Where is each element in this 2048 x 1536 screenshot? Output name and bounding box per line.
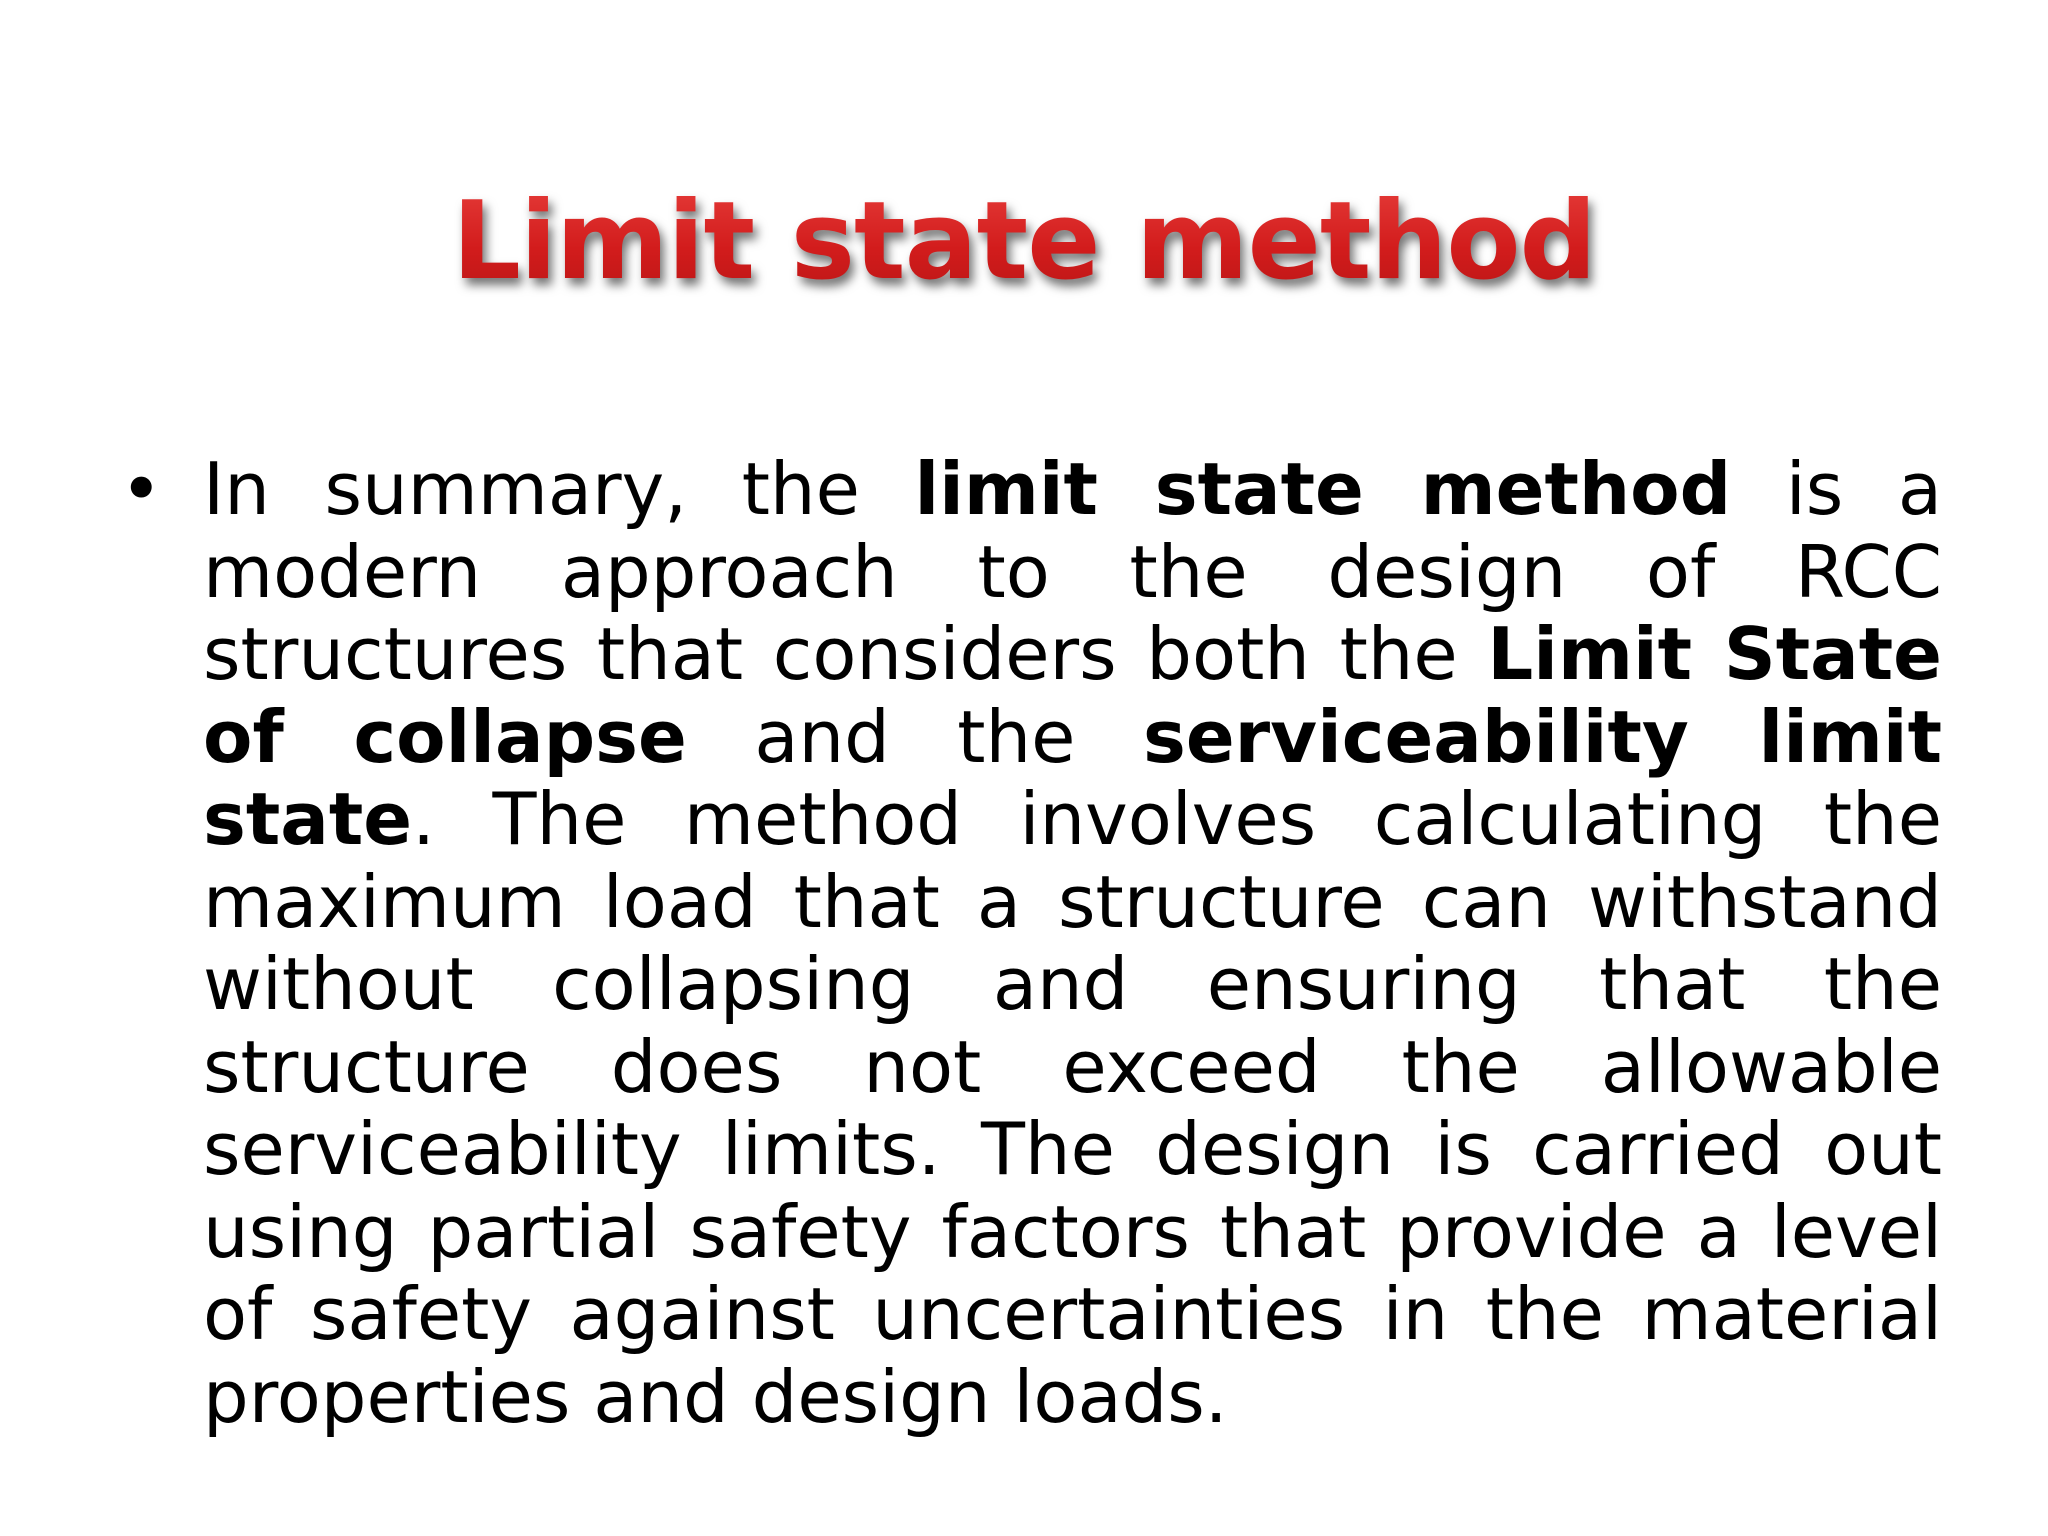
paragraph-text-2: is a modern approach to the design of RCC structures that considers both the <box>203 447 1942 696</box>
bullet-icon: • <box>120 447 163 531</box>
paragraph-text-1: In summary, the <box>203 447 915 531</box>
term-limit-state-of-collapse: Limit State of collapse <box>203 612 1943 779</box>
paragraph-text-4: . The method involves calculating the maximum load that a structure can withstand without collapsing and ensuring that the structure does not exceed the allowable serviceability limits. The design is carried out using partial safety factors that provide a level of safety against uncertainties in the material properties and design loads. <box>203 777 1942 1439</box>
paragraph-text-3: and the <box>686 694 1143 779</box>
bullet-list <box>120 448 1942 1438</box>
term-serviceability-limit-state: serviceability limit state <box>203 694 1942 861</box>
term-limit-state-method: limit state method <box>914 447 1732 531</box>
slide-title: Limit state method <box>0 172 2048 312</box>
bullet-paragraph <box>120 448 1942 1438</box>
